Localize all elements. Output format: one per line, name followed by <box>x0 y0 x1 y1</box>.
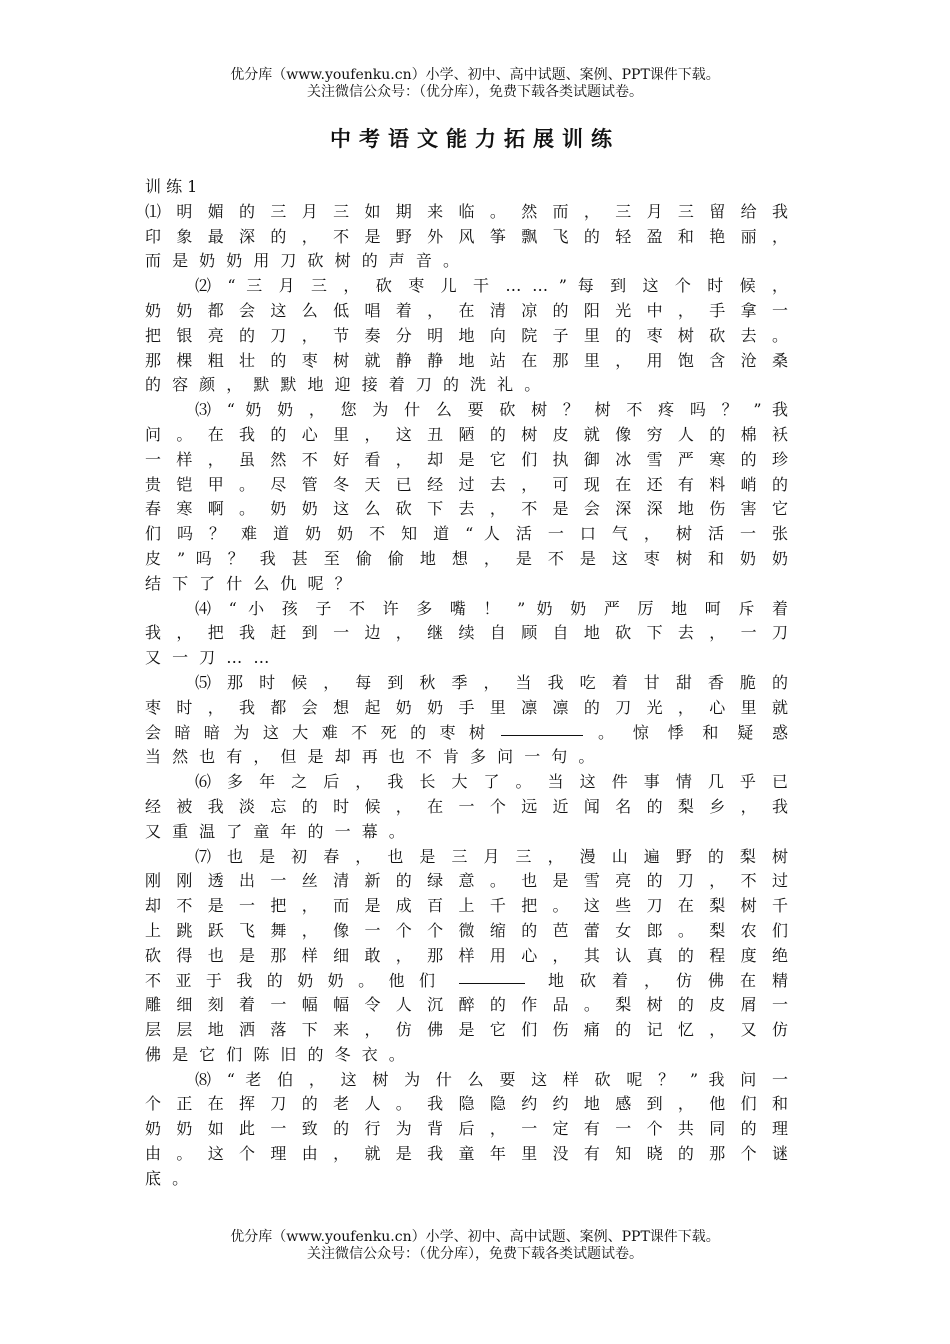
text-line: 底 。 <box>145 1168 192 1188</box>
text-line: 上 跳 跃 飞 舞 ， 像 一 个 个 微 缩 的 芭 蕾 女 郎 。 梨 农 们 <box>145 920 788 940</box>
paragraph-8 <box>145 1068 788 1192</box>
text-line <box>145 721 788 746</box>
text-line: 刚 刚 透 出 一 丝 清 新 的 绿 意 。 也 是 雪 亮 的 刀 ， 不 过 <box>145 871 788 891</box>
text-line: ⑻ “ 老 伯 ， 这 树 为 什 么 要 这 样 砍 呢 ？ ” 我 问 一 <box>195 1069 788 1089</box>
text-line: 个 正 在 挥 刀 的 老 人 。 我 隐 隐 约 约 地 感 到 ， 他 们 和 <box>145 1094 788 1114</box>
text-line: 当 然 也 有 ， 但 是 却 再 也 不 肯 多 问 一 句 。 <box>145 747 598 767</box>
text-line: 层 层 地 洒 落 下 来 ， 仿 佛 是 它 们 伤 痛 的 记 忆 ， 又 仿 <box>145 1020 788 1040</box>
text-line: 奶 奶 都 会 这 么 低 唱 着 ， 在 清 凉 的 阳 光 中 ， 手 拿 一 <box>145 300 788 320</box>
footer-line-1: 优分库（www.youfenku.cn）小学、初中、高中试题、案例、PPT课件下载。 <box>230 1229 720 1245</box>
text-line: 奶 奶 如 此 一 致 的 行 为 背 后 ， 一 定 有 一 个 共 同 的 理 <box>145 1119 788 1139</box>
text-line: 由 。 这 个 理 由 ， 就 是 我 童 年 里 没 有 知 晓 的 那 个 谜 <box>145 1144 788 1164</box>
text-line: 却 不 是 一 把 ， 而 是 成 百 上 千 把 。 这 些 刀 在 梨 树 千 <box>145 896 788 916</box>
text-line: 那 棵 粗 壮 的 枣 树 就 静 静 地 站 在 那 里 ， 用 饱 含 沧 桑 <box>145 350 788 370</box>
text-line: 贵 铠 甲 。 尽 管 冬 天 已 经 过 去 ， 可 现 在 还 有 料 峭 的 <box>145 474 788 494</box>
paragraph-3 <box>145 398 788 596</box>
text-line: ⑵ “ 三 月 三 ， 砍 枣 儿 干 … … ” 每 到 这 个 时 候 ， <box>195 276 788 296</box>
header-line-1: 优分库（www.youfenku.cn）小学、初中、高中试题、案例、PPT课件下载。 <box>230 67 720 83</box>
text-segment: 。 惊 悸 和 疑 惑 <box>598 722 788 742</box>
text-line: 把 银 亮 的 刀 ， 节 奏 分 明 地 向 院 子 里 的 枣 树 砍 去 。 <box>145 325 788 345</box>
document-title: 中考语文能力拓展训练 <box>330 126 620 151</box>
text-line: ⑸ 那 时 候 ， 每 到 秋 季 ， 当 我 吃 着 甘 甜 香 脆 的 <box>195 672 788 692</box>
text-segment: 地 砍 着 ， 仿 佛 在 精 <box>548 970 788 990</box>
text-line: 一 样 ， 虽 然 不 好 看 ， 却 是 它 们 执 御 冰 雪 严 寒 的 珍 <box>145 449 788 469</box>
text-segment: 会 暗 暗 为 这 大 难 不 死 的 枣 树 <box>145 722 485 742</box>
text-line: ⑺ 也 是 初 春 ， 也 是 三 月 三 ， 漫 山 遍 野 的 梨 树 <box>195 846 788 866</box>
paragraph-4 <box>145 597 788 671</box>
fill-blank-1 <box>501 721 583 736</box>
paragraph-2 <box>145 274 788 398</box>
page-header <box>0 67 950 101</box>
text-line: 佛 是 它 们 陈 旧 的 冬 衣 。 <box>145 1044 408 1064</box>
paragraph-1 <box>145 200 788 274</box>
text-line: 们 吗 ？ 难 道 奶 奶 不 知 道 “ 人 活 一 口 气 ， 树 活 一 张 <box>145 524 788 544</box>
text-line: 的 容 颜 ， 默 默 地 迎 接 着 刀 的 洗 礼 。 <box>145 375 544 395</box>
text-line: 经 被 我 淡 忘 的 时 候 ， 在 一 个 远 近 闻 名 的 梨 乡 ， 我 <box>145 796 788 816</box>
page-footer <box>0 1229 950 1263</box>
text-segment: 不 亚 于 我 的 奶 奶 。 他 们 <box>145 970 435 990</box>
text-line: 又 重 温 了 童 年 的 一 幕 。 <box>145 821 408 841</box>
text-line: 又 一 刀 … … <box>145 648 273 668</box>
footer-line-2: 关注微信公众号：（优分库），免费下载各类试题试卷。 <box>307 1246 643 1262</box>
text-line: 印 象 最 深 的 ， 不 是 野 外 风 筝 飘 飞 的 轻 盈 和 艳 丽 ， <box>145 226 788 246</box>
text-line: 砍 得 也 是 那 样 细 敢 ， 那 样 用 心 ， 其 认 真 的 程 度 绝 <box>145 945 788 965</box>
text-line: ⑴ 明 媚 的 三 月 三 如 期 来 临 。 然 而 ， 三 月 三 留 给 我 <box>145 201 788 221</box>
paragraph-5 <box>145 671 788 770</box>
text-line <box>145 969 788 994</box>
header-line-2: 关注微信公众号：（优分库），免费下载各类试题试卷。 <box>307 84 643 100</box>
text-line: 结 下 了 什 么 仇 呢 ？ <box>145 573 354 593</box>
text-line: 皮 ” 吗 ？ 我 甚 至 偷 偷 地 想 ， 是 不 是 这 枣 树 和 奶 奶 <box>145 548 788 568</box>
text-line: 问 。 在 我 的 心 里 ， 这 丑 陋 的 树 皮 就 像 穷 人 的 棉 袄 <box>145 424 788 444</box>
fill-blank-2 <box>459 969 525 984</box>
paragraph-7 <box>145 845 788 1068</box>
text-line: 春 寒 啊 。 奶 奶 这 么 砍 下 去 ， 不 是 会 深 深 地 伤 害 它 <box>145 499 788 519</box>
document-body <box>145 175 788 1192</box>
section-label: 训 练 1 <box>145 177 198 196</box>
text-line: 而 是 奶 奶 用 刀 砍 树 的 声 音 。 <box>145 251 462 271</box>
text-line: ⑹ 多 年 之 后 ， 我 长 大 了 。 当 这 件 事 情 几 乎 已 <box>195 772 788 792</box>
paragraph-6 <box>145 770 788 844</box>
text-line: ⑷ “ 小 孩 子 不 许 多 嘴 ！ ” 奶 奶 严 厉 地 呵 斥 着 <box>195 598 788 618</box>
text-line: 雕 细 刻 着 一 幅 幅 令 人 沉 醉 的 作 品 。 梨 树 的 皮 屑 一 <box>145 995 788 1015</box>
text-line: 枣 时 ， 我 都 会 想 起 奶 奶 手 里 凛 凛 的 刀 光 ， 心 里 就 <box>145 697 788 717</box>
text-line: 我 ， 把 我 赶 到 一 边 ， 继 续 自 顾 自 地 砍 下 去 ， 一 刀 <box>145 623 788 643</box>
text-line: ⑶ “ 奶 奶 ， 您 为 什 么 要 砍 树 ？ 树 不 疼 吗 ？ ” 我 <box>195 400 788 420</box>
